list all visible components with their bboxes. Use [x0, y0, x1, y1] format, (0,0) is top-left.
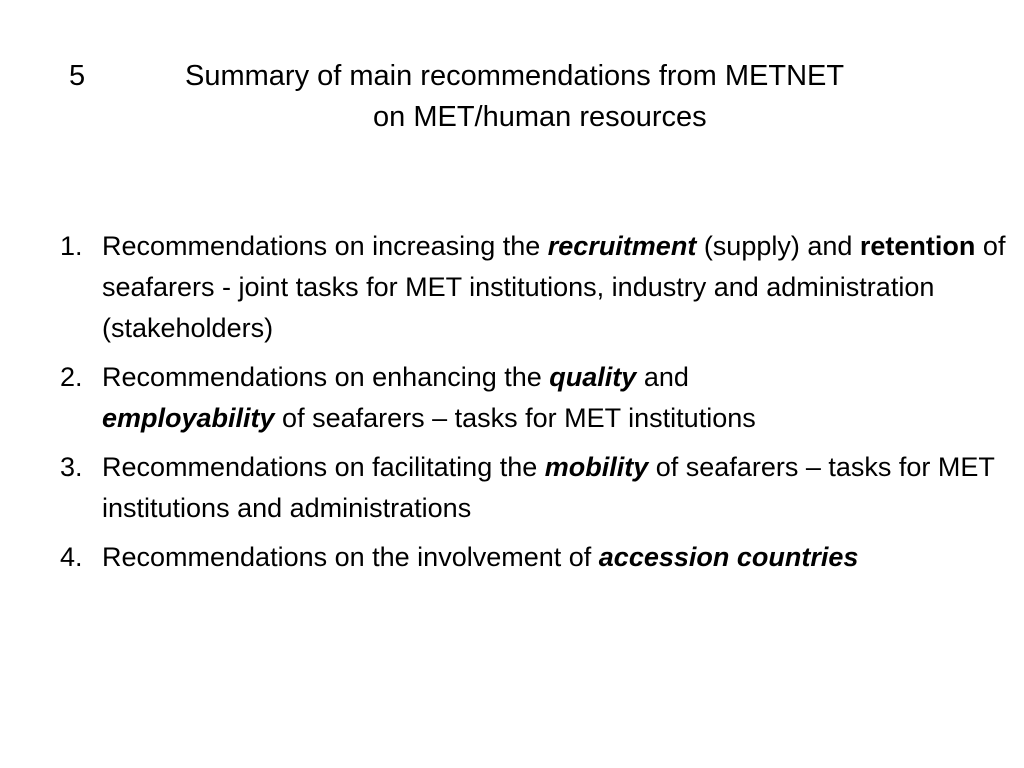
list-item: [60, 447, 1010, 529]
list-marker: 4.: [60, 542, 83, 572]
list-marker: 3.: [60, 452, 83, 482]
list-marker: 1.: [60, 231, 83, 261]
section-number: 5: [69, 60, 86, 92]
item-keyword: mobility: [544, 452, 649, 482]
item-text: of seafarers – tasks for MET institutions and administrations: [102, 452, 995, 523]
item-text: of seafarers – tasks for MET institutions: [274, 403, 756, 433]
item-keyword: accession countries: [598, 542, 859, 572]
item-text: and: [636, 362, 689, 392]
item-text: (supply) and: [696, 231, 860, 261]
item-keyword: retention: [859, 231, 976, 261]
list-marker: 2.: [60, 362, 83, 392]
item-keyword: quality: [549, 362, 637, 392]
item-text: of seafarers - joint tasks for MET institutions, industry and administration (stakeholders): [102, 231, 1006, 343]
recommendations-list: [60, 226, 1010, 586]
list-item: [60, 537, 1010, 578]
list-item: [60, 226, 1010, 349]
title-line-2: on MET/human resources: [373, 101, 707, 133]
item-keyword: employability: [102, 403, 275, 433]
item-keyword: recruitment: [547, 231, 697, 261]
item-text: Recommendations on the involvement of: [102, 542, 599, 572]
list-item: [60, 357, 1010, 439]
item-text: Recommendations on increasing the: [102, 231, 548, 261]
item-text: Recommendations on facilitating the: [102, 452, 545, 482]
title-line-1: Summary of main recommendations from METNET: [185, 60, 845, 92]
item-text: Recommendations on enhancing the: [102, 362, 550, 392]
